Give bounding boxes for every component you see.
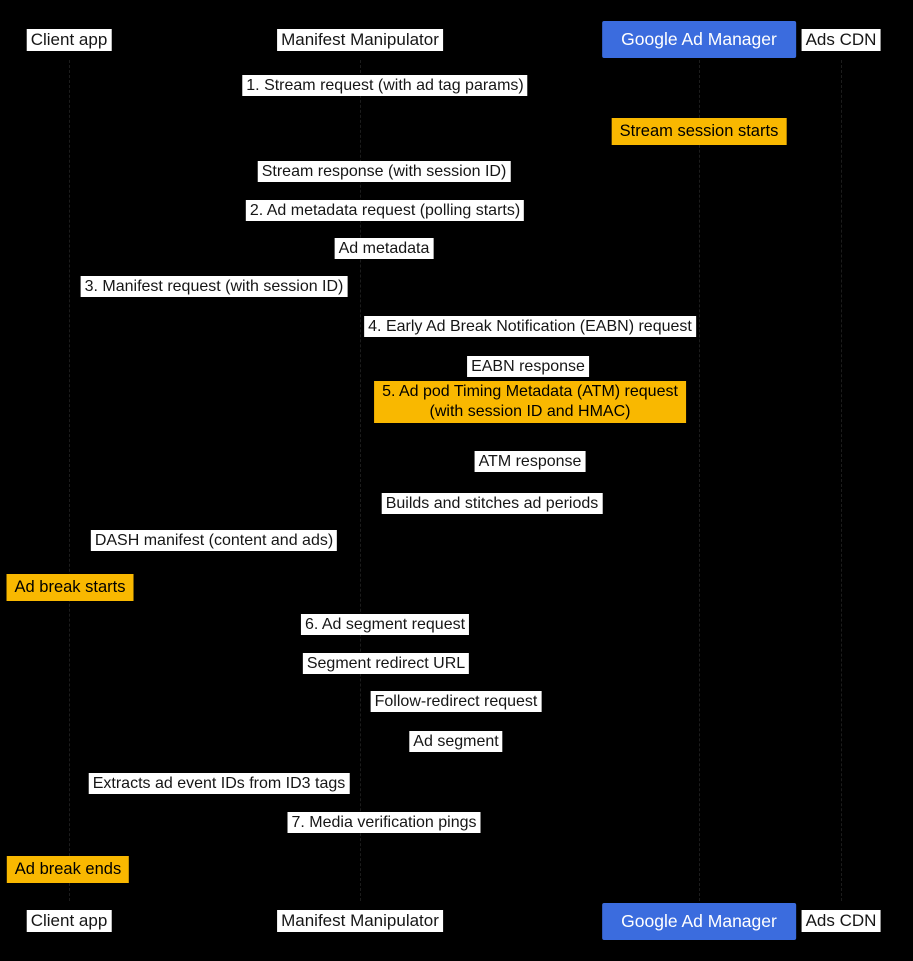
message-label: 1. Stream request (with ad tag params) — [242, 75, 527, 96]
message-label: DASH manifest (content and ads) — [91, 530, 337, 551]
note-label: Stream session starts — [612, 118, 787, 145]
actor-google-ad-manager-top: Google Ad Manager — [602, 21, 796, 58]
message-label: Follow-redirect request — [371, 691, 542, 712]
message-label: Builds and stitches ad periods — [382, 493, 603, 514]
message-label: Extracts ad event IDs from ID3 tags — [89, 773, 350, 794]
note-line: 5. Ad pod Timing Metadata (ATM) request — [382, 383, 678, 400]
actor-manifest-manipulator-bottom: Manifest Manipulator — [277, 910, 443, 932]
message-label: EABN response — [467, 356, 589, 377]
note-label — [374, 381, 686, 423]
actor-google-ad-manager-bottom: Google Ad Manager — [602, 903, 796, 940]
actor-ads-cdn-bottom: Ads CDN — [802, 910, 881, 932]
message-label: Segment redirect URL — [303, 653, 469, 674]
lifeline-ads-cdn — [841, 60, 842, 901]
lifeline-client-app — [69, 60, 70, 901]
lifeline-google-ad-manager — [699, 60, 700, 901]
message-label: 6. Ad segment request — [301, 614, 469, 635]
message-label: 2. Ad metadata request (polling starts) — [246, 200, 524, 221]
note-label: Ad break ends — [7, 856, 129, 883]
lifeline-manifest-manipulator — [360, 60, 361, 901]
message-label: 3. Manifest request (with session ID) — [81, 276, 348, 297]
note-line: (with session ID and HMAC) — [429, 403, 631, 420]
message-label: 7. Media verification pings — [288, 812, 481, 833]
actor-ads-cdn-top: Ads CDN — [802, 29, 881, 51]
message-label: 4. Early Ad Break Notification (EABN) request — [364, 316, 696, 337]
actor-client-app-bottom: Client app — [27, 910, 112, 932]
actor-client-app-top: Client app — [27, 29, 112, 51]
message-label: Ad metadata — [335, 238, 434, 259]
message-label: Stream response (with session ID) — [258, 161, 511, 182]
message-label: Ad segment — [409, 731, 502, 752]
note-label: Ad break starts — [7, 574, 134, 601]
message-label: ATM response — [475, 451, 586, 472]
actor-manifest-manipulator-top: Manifest Manipulator — [277, 29, 443, 51]
